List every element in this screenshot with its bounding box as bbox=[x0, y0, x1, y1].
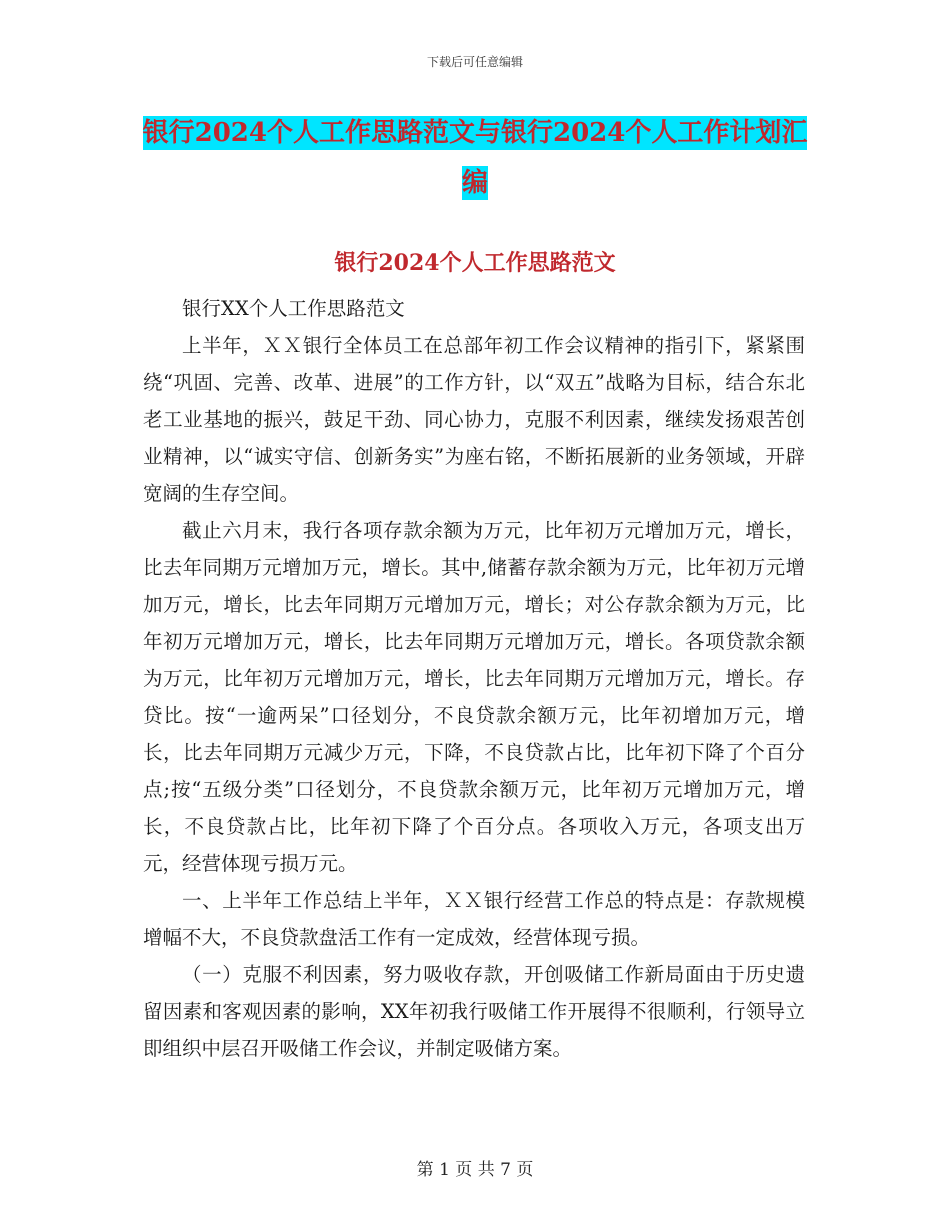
paragraph: 截止六月末，我行各项存款余额为万元，比年初万元增加万元，增长，比去年同期万元增加万元，增长。其中,储蓄存款余额为万元，比年初万元增加万元，增长，比去年同期万元增加万元，增长；对公存款余额为万元，比年初万元增加万元，增长，比去年同期万元增加万元，增长。各项贷款余额为万元，比年初万元增加万元，增长，比去年同期万元增加万元，增长。存贷比。按“一逾两呆”口径划分，不良贷款余额万元，比年初增加万元，增长，比去年同期万元减少万元，下降，不良贷款占比，比年初下降了个百分点;按“五级分类”口径划分，不良贷款余额万元，比年初万元增加万元，增长，不良贷款占比，比年初下降了个百分点。各项收入万元，各项支出万元，经营体现亏损万元。 bbox=[143, 519, 805, 875]
document-title-text: 银行2024个人工作思路范文与银行2024个人工作计划汇编 bbox=[142, 118, 808, 198]
document-body bbox=[143, 290, 805, 1067]
page-number: 第 1 页 共 7 页 bbox=[416, 1160, 534, 1180]
paragraph: 银行XX个人工作思路范文 bbox=[182, 297, 405, 320]
paragraph: 上半年，ＸＸ银行全体员工在总部年初工作会议精神的指引下，紧紧围绕“巩固、完善、改革、进展”的工作方针，以“双五”战略为目标，结合东北老工业基地的振兴，鼓足干劲、同心协力，克服不利因素，继续发扬艰苦创业精神，以“诚实守信、创新务实”为座右铭，不断拓展新的业务领域，开辟宽阔的生存空间。 bbox=[143, 334, 805, 505]
paragraph: 一、上半年工作总结上半年，ＸＸ银行经营工作总的特点是：存款规模增幅不大，不良贷款盘活工作有一定成效，经营体现亏损。 bbox=[143, 889, 805, 949]
document-title bbox=[140, 108, 810, 208]
section-title: 银行2024个人工作思路范文 bbox=[334, 250, 616, 276]
paragraph: （一）克服不利因素，努力吸收存款，开创吸储工作新局面由于历史遗留因素和客观因素的影响，XX年初我行吸储工作开展得不很顺利，行领导立即组织中层召开吸储工作会议，并制定吸储方案。 bbox=[143, 963, 805, 1060]
header-note: 下载后可任意编辑 bbox=[426, 55, 523, 69]
